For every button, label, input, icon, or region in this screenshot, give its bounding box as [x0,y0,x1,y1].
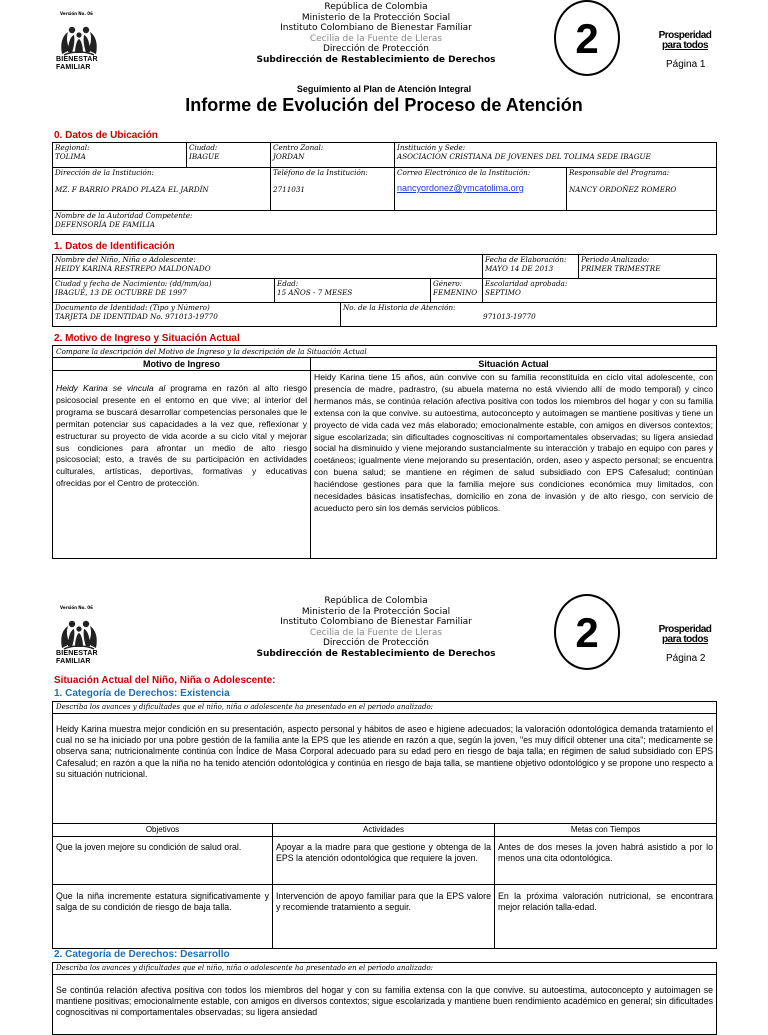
header-country: República de Colombia [324,2,428,12]
genero-value: FEMENINO [433,288,478,297]
table-row [53,824,717,837]
report-subtitle: Seguimiento al Plan de Atención Integral [296,84,472,94]
ciudad-value: IBAGUE [189,152,220,161]
page-header [0,0,768,92]
motivo-caption: Compare la descripción del Motivo de Ingreso y la descripción de la Situación Actual [53,346,717,358]
responsable-cell: Responsable del Programa: NANCY ORDOÑEZ ROMERO [567,168,717,211]
logo-text-familiar: FAMILIAR [56,64,91,71]
section-title-ubicacion: 0. Datos de Ubicación [54,130,158,141]
nombre-value: HEIDY KARINA RESTREPO MALDONADO [55,264,211,273]
header-cecilia: Cecilia de la Fuente de Lleras [309,627,443,638]
prosperidad-logo [656,625,714,645]
family-hands-icon [56,618,102,650]
para-todos-text: para todos [661,40,709,51]
header-direction: Dirección de Protección [322,44,429,54]
logo-text-bienestar: BIENESTAR [56,650,98,657]
table-row [53,714,717,824]
header-country: República de Colombia [324,596,428,606]
page-number: Página 2 [666,653,706,664]
objetivo-cell: Que la joven mejore su condición de salud oral. [53,837,273,885]
header-institute: Instituto Colombiano de Bienestar Familiar [280,23,472,33]
header-cecilia: Cecilia de la Fuente de Lleras [309,33,443,44]
document-number-circle: 2 [554,594,620,670]
header-ministry: Ministerio de la Protección Social [301,12,451,23]
escolaridad-cell: Escolaridad aprobada: SEPTIMO [483,279,717,303]
table-row [53,885,717,949]
table-row [53,346,717,358]
telefono-cell: Teléfono de la Institución: 2711031 [271,168,395,211]
header-subdirection: Subdirección de Restablecimiento de Derechos [256,648,496,659]
meta-cell: Antes de dos meses la joven habrá asistido a por lo menos una cita odontológica. [495,837,717,885]
fecha-elaboracion-cell: Fecha de Elaboración: MAYO 14 DE 2013 [483,255,579,279]
documento-cell: Documento de Identidad: (Tipo y Número) TARJETA DE IDENTIDAD No. 971013-19770 [53,303,341,327]
edad-value: 15 AÑOS - 7 MESES [277,288,353,297]
historia-value: 971013-19770 [483,312,536,321]
nacimiento-cell: Ciudad y fecha de Nacimiento: (dd/mm/aa) IBAGUÉ, 13 DE OCTUBRE DE 1997 [53,279,275,303]
para-todos-text: para todos [661,634,709,645]
existencia-caption: Describa los avances y dificultades que el niño, niña o adolescente ha presentado en el periodo analizado: [53,702,717,714]
table-row [53,168,717,211]
table-row [53,143,717,168]
nombre-cell: Nombre del Niño, Niña o Adolescente: HEIDY KARINA RESTREPO MALDONADO [53,255,483,279]
autoridad-value: DEFENSORÍA DE FAMILIA [55,220,155,229]
regional-cell: Regional: TOLIMA [53,143,187,168]
existencia-table [52,701,717,949]
edad-cell: Edad: 15 AÑOS - 7 MESES [275,279,431,303]
header-institution-block [226,2,526,65]
category-title-existencia: 1. Categoría de Derechos: Existencia [54,688,230,699]
responsable-value: NANCY ORDOÑEZ ROMERO [569,185,677,194]
page-number: Página 1 [666,59,706,70]
direccion-value: MZ. F BARRIO PRADO PLAZA EL JARDÍN [55,185,209,194]
existencia-description: Heidy Karina muestra mejor condición en su presentación, aspecto personal y hábitos de aseo e higiene adecuados; la valoración odontológica demanda tratamiento el cual no se ha iniciado por una pobre gestión de la familia ante la EPS que les atiende en razón a que, según la joven, "es muy difícil obtener una cita"; medicamente se observa sana; nutricionalmente continúa con Índice de Masa Corporal adecuado para su edad pero en riesgo de baja talla; en régimen de salud subsidiado con EPS Cafesalud; en razón a que la niña no ha tenido atención odontológica y continúa en riesgo de baja talla, se mantiene objetivo odontológico y se propone uno respecto a su situación nutricional. [53,714,717,824]
report-title: Informe de Evolución del Proceso de Atención [185,95,583,115]
header-subdirection: Subdirección de Restablecimiento de Derechos [256,54,496,65]
version-label: Versión No. 06 [60,11,93,16]
document-number-circle: 2 [554,0,620,76]
ubicacion-table [52,142,717,235]
regional-value: TOLIMA [55,152,86,161]
ciudad-cell: Ciudad: IBAGUE [187,143,271,168]
documento-value: TARJETA DE IDENTIDAD No. 971013-19770 [55,312,218,321]
page-header [0,594,768,686]
situacion-actual-title: Situación Actual del Niño, Niña o Adolescente: [54,675,276,686]
motivo-ingreso-header: Motivo de Ingreso [53,358,311,371]
family-hands-icon [56,24,102,56]
metas-header: Metas con Tiempos [495,824,717,837]
logo-text-familiar: FAMILIAR [56,658,91,665]
header-direction: Dirección de Protección [322,638,429,648]
table-row [53,702,717,714]
institucion-value: ASOCIACION CRISTIANA DE JOVENES DEL TOLIMA SEDE IBAGUE [397,152,651,161]
objetivos-header: Objetivos [53,824,273,837]
version-label: Versión No. 06 [60,605,93,610]
fecha-elaboracion-value: MAYO 14 DE 2013 [485,264,554,273]
actividad-cell: Intervención de apoyo familiar para que la EPS valore y recomiende tratamiento a seguir. [273,885,495,949]
desarrollo-caption: Describa los avances y dificultades que el niño, niña o adolescente ha presentado en el periodo analizado: [53,963,717,975]
section-title-identificacion: 1. Datos de Identificación [54,241,175,252]
table-row [53,303,717,327]
motivo-situacion-table [52,345,717,559]
logo-text-bienestar: BIENESTAR [56,56,98,63]
actividad-cell: Apoyar a la madre para que gestione y obtenga de la EPS la atención odontológica que requiere la joven. [273,837,495,885]
desarrollo-table [52,962,717,1035]
escolaridad-value: SEPTIMO [485,288,521,297]
table-row [53,371,717,559]
periodo-cell: Periodo Analizado: PRIMER TRIMESTRE [579,255,717,279]
correo-cell: Correo Electrónico de la Institución: nancyordonez@ymcatolima.org [395,168,567,211]
prosperidad-text: Prosperidad [658,624,712,635]
direccion-cell: Dirección de la Institución: MZ. F BARRIO PRADO PLAZA EL JARDÍN [53,168,271,211]
header-institute: Instituto Colombiano de Bienestar Familiar [280,617,472,627]
table-row [53,279,717,303]
table-row [53,358,717,371]
periodo-value: PRIMER TRIMESTRE [581,264,661,273]
identificacion-table [52,254,717,327]
centro-zonal-value: JORDAN [273,152,305,161]
centro-zonal-cell: Centro Zonal: JORDAN [271,143,395,168]
section-title-motivo: 2. Motivo de Ingreso y Situación Actual [54,333,240,344]
situacion-actual-text: Heidy Karina tiene 15 años, aún convive con su familia reconstituida en ciclo vital adolescente, con presencia de madre, padrastro, (su abuela materna no está viviendo allí de modo temporal) y cinco hermanos más, se continúa relación afectiva positiva con todos los miembros del hogar y con su familia extensa con la que convive. su autoestima, autoconcepto y autoimagen se mantiene positivas y tiene un proyecto de vida cada vez más elaborado; emocionalmente estable, con amigos en diversos contextos; sigue escolarizada; sin dificultades cognoscitivas ni comportamentales observadas; su ligera ansiedad social ha disminuido y viene mejorando sustancialmente su interacción y trabajo en equipo con pares y coetáneos; igualmente viene mejorando su presentación, orden, aseo y aspecto personal; se encuentra con buena salud; se mantiene en régimen de salud subsidiado con EPS Cafesalud; continúan haciéndose gestiones para que la familia mejore sus condiciones económica muy limitados, con necesidades básicas insatisfechas, domicilio en zona de invasión y de alto riesgo, con servicio de acueducto pero sin los demás servicios públicos. [311,371,717,559]
category-title-desarrollo: 2. Categoría de Derechos: Desarrollo [54,949,230,960]
telefono-value: 2711031 [273,185,306,194]
actividades-header: Actividades [273,824,495,837]
desarrollo-description: Se continúa relación afectiva positiva con todos los miembros del hogar y con su familia extensa con la que convive. su autoestima, autoconcepto y autoimagen se mantiene positivas; emocionalmente estable, con amigos en diversos contextos; sigue escolarizada y mantiene buen rendimiento académico en general; sin dificultades cognoscitivas ni comportamentales observadas; su ligera ansiedad [53,975,717,1035]
meta-cell: En la próxima valoración nutricional, se encontrara mejor relación talla-edad. [495,885,717,949]
table-row [53,837,717,885]
report-page-2 [0,578,768,1024]
header-ministry: Ministerio de la Protección Social [301,606,451,617]
prosperidad-logo [656,31,714,51]
table-row [53,975,717,1035]
table-row [53,255,717,279]
institucion-cell: Institución y Sede: ASOCIACION CRISTIANA DE JOVENES DEL TOLIMA SEDE IBAGUE [395,143,717,168]
table-row [53,211,717,235]
objetivo-cell: Que la niña incremente estatura significativamente y salga de su condición de riesgo de baja talla. [53,885,273,949]
prosperidad-text: Prosperidad [658,30,712,41]
motivo-ingreso-text: Heidy Karina se vincula al programa en razón al alto riesgo psicosocial presente en el entorno en que vive; al interior del programa se buscará desarrollar competencias personales que le permitan potenciar sus capacidades a la vez que, reflexionar y estructurar su proyecto de vida acorde a su ciclo vital y mejorar sus condiciones para afrontar un medio de alto riesgo psicosocial; esto, a través de su participación en actividades culturales, artísticas, deportivas, formativas y educativas ofrecidas por el Centro de protección. [53,371,311,559]
historia-cell: No. de la Historia de Atención: 971013-19770 [341,303,717,327]
situacion-actual-header: Situación Actual [311,358,717,371]
table-row [53,963,717,975]
nacimiento-value: IBAGUÉ, 13 DE OCTUBRE DE 1997 [55,288,187,297]
genero-cell: Género: FEMENINO [431,279,483,303]
header-institution-block [226,596,526,659]
correo-link[interactable]: nancyordonez@ymcatolima.org [397,183,524,193]
autoridad-cell: Nombre de la Autoridad Competente: DEFENSORÍA DE FAMILIA [53,211,717,235]
